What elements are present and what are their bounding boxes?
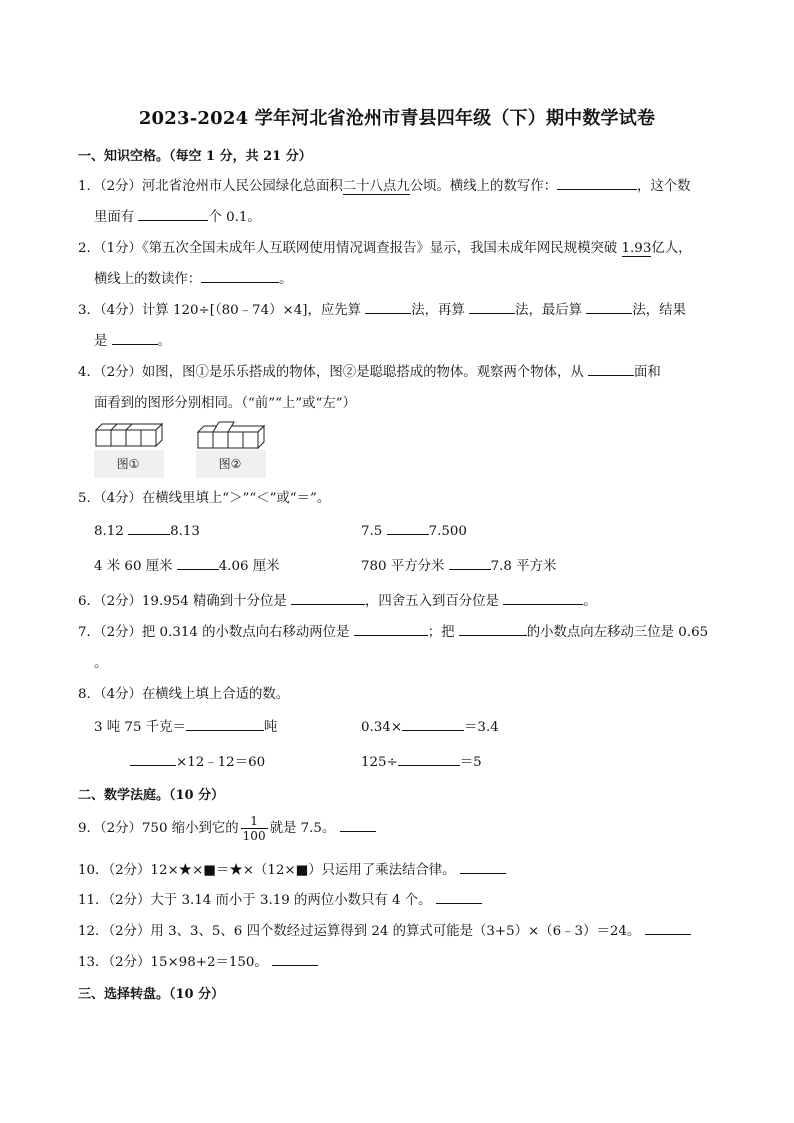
q5-item-4: 780 平方分米 7.8 平方米 <box>361 555 556 574</box>
question-6: 6．（2分）19.954 精确到十分位是 ，四舍五入到百分位是 。 <box>78 590 597 609</box>
question-8: 8．（4分）在横线上填上合适的数。 <box>78 687 290 702</box>
question-11: 11．（2分）大于 3.14 而小于 3.19 的两位小数只有 4 个。 <box>78 889 482 908</box>
question-9: 9．（2分）750 缩小到它的 $\frac{1}{100}$ 就是 7.5。 <box>78 814 376 843</box>
section-heading-2: 二、数学法庭。（10 分） <box>78 788 225 803</box>
answer-blank[interactable] <box>186 716 264 731</box>
answer-blank[interactable] <box>436 889 482 904</box>
answer-blank[interactable] <box>138 206 208 221</box>
answer-blank[interactable] <box>449 555 491 570</box>
block-figures <box>94 420 274 478</box>
question-2: 2．（1分）《第五次全国未成年人互联网使用情况调查报告》显示，我国未成年网民规模突破 1.93亿人， <box>78 241 692 256</box>
q8-item-1: 3 吨 75 千克＝ 吨 <box>94 716 277 735</box>
question-7: 7．（2分）把 0.314 的小数点向右移动两位是 ；把 的小数点向左移动三位是 0.65 <box>78 621 708 640</box>
fraction: $\frac{1}{100}$ <box>242 814 266 843</box>
question-5: 5．（4分）在横线里填上“＞”“＜”或“＝”。 <box>78 491 331 506</box>
question-4: 4．（2分）如图，图①是乐乐搭成的物体，图②是聪聪搭成的物体。观察两个物体，从 面和 <box>78 361 661 380</box>
section-heading-1: 一、知识空格。（每空 1 分，共 21 分） <box>78 149 312 164</box>
question-2-cont: 横线上的数读作： 。 <box>94 268 293 287</box>
cube-figure-1 <box>94 420 274 478</box>
answer-blank[interactable] <box>201 268 279 283</box>
answer-blank[interactable] <box>645 920 691 935</box>
figure-2-label: 图② <box>218 457 242 471</box>
question-1-cont: 里面有 个 0.1。 <box>94 206 261 225</box>
answer-blank[interactable] <box>177 555 219 570</box>
answer-blank[interactable] <box>402 716 464 731</box>
question-3-cont: 是 。 <box>94 330 171 349</box>
question-4-cont: 面看到的图形分别相同。（“前”“上”或“左”） <box>94 396 357 411</box>
underlined-text: 1.93 <box>621 241 652 256</box>
answer-blank[interactable] <box>460 859 506 874</box>
question-10: 10．（2分）12×★×■＝★×（12×■）只运用了乘法结合律。 <box>78 859 506 878</box>
underlined-text: 二十八点九 <box>342 179 410 194</box>
question-3: 3．（4分）计算 120÷[（80﹣74）×4]，应先算 法，再算 法，最后算 法，结果 <box>78 299 686 318</box>
question-12: 12．（2分）用 3、3、5、6 四个数经过运算得到 24 的算式可能是（3+5）×（6﹣3）＝24。 <box>78 920 691 939</box>
answer-blank[interactable] <box>459 621 527 636</box>
answer-blank[interactable] <box>272 951 318 966</box>
answer-blank[interactable] <box>503 590 583 605</box>
answer-blank[interactable] <box>398 751 460 766</box>
q8-item-2: 0.34× ＝3.4 <box>361 716 499 735</box>
question-7-cont: 。 <box>94 656 108 671</box>
answer-blank[interactable] <box>387 520 429 535</box>
answer-blank[interactable] <box>354 621 428 636</box>
answer-blank[interactable] <box>588 361 634 376</box>
q5-item-1: 8.12 8.13 <box>94 520 200 539</box>
answer-blank[interactable] <box>557 175 637 190</box>
q8-item-4: 125÷ ＝5 <box>361 751 482 770</box>
answer-blank[interactable] <box>365 299 411 314</box>
answer-blank[interactable] <box>586 299 632 314</box>
answer-blank[interactable] <box>291 590 365 605</box>
q5-item-3: 4 米 60 厘米 4.06 厘米 <box>94 555 280 574</box>
answer-blank[interactable] <box>128 520 170 535</box>
page-title: 2023-2024 学年河北省沧州市青县四年级（下）期中数学试卷 <box>138 108 656 129</box>
question-13: 13．（2分）15×98+2＝150。 <box>78 951 318 970</box>
q5-item-2: 7.5 7.500 <box>361 520 467 539</box>
answer-blank[interactable] <box>112 330 158 345</box>
figure-1-label: 图① <box>116 457 140 471</box>
answer-blank[interactable] <box>130 751 176 766</box>
q8-item-3: ×12﹣12＝60 <box>130 751 265 770</box>
answer-blank[interactable] <box>340 817 376 832</box>
answer-blank[interactable] <box>469 299 515 314</box>
question-1: 1．（2分）河北省沧州市人民公园绿化总面积二十八点九公顷。横线上的数写作： ，这个数 <box>78 175 691 194</box>
section-heading-3: 三、选择转盘。（10 分） <box>78 987 225 1002</box>
